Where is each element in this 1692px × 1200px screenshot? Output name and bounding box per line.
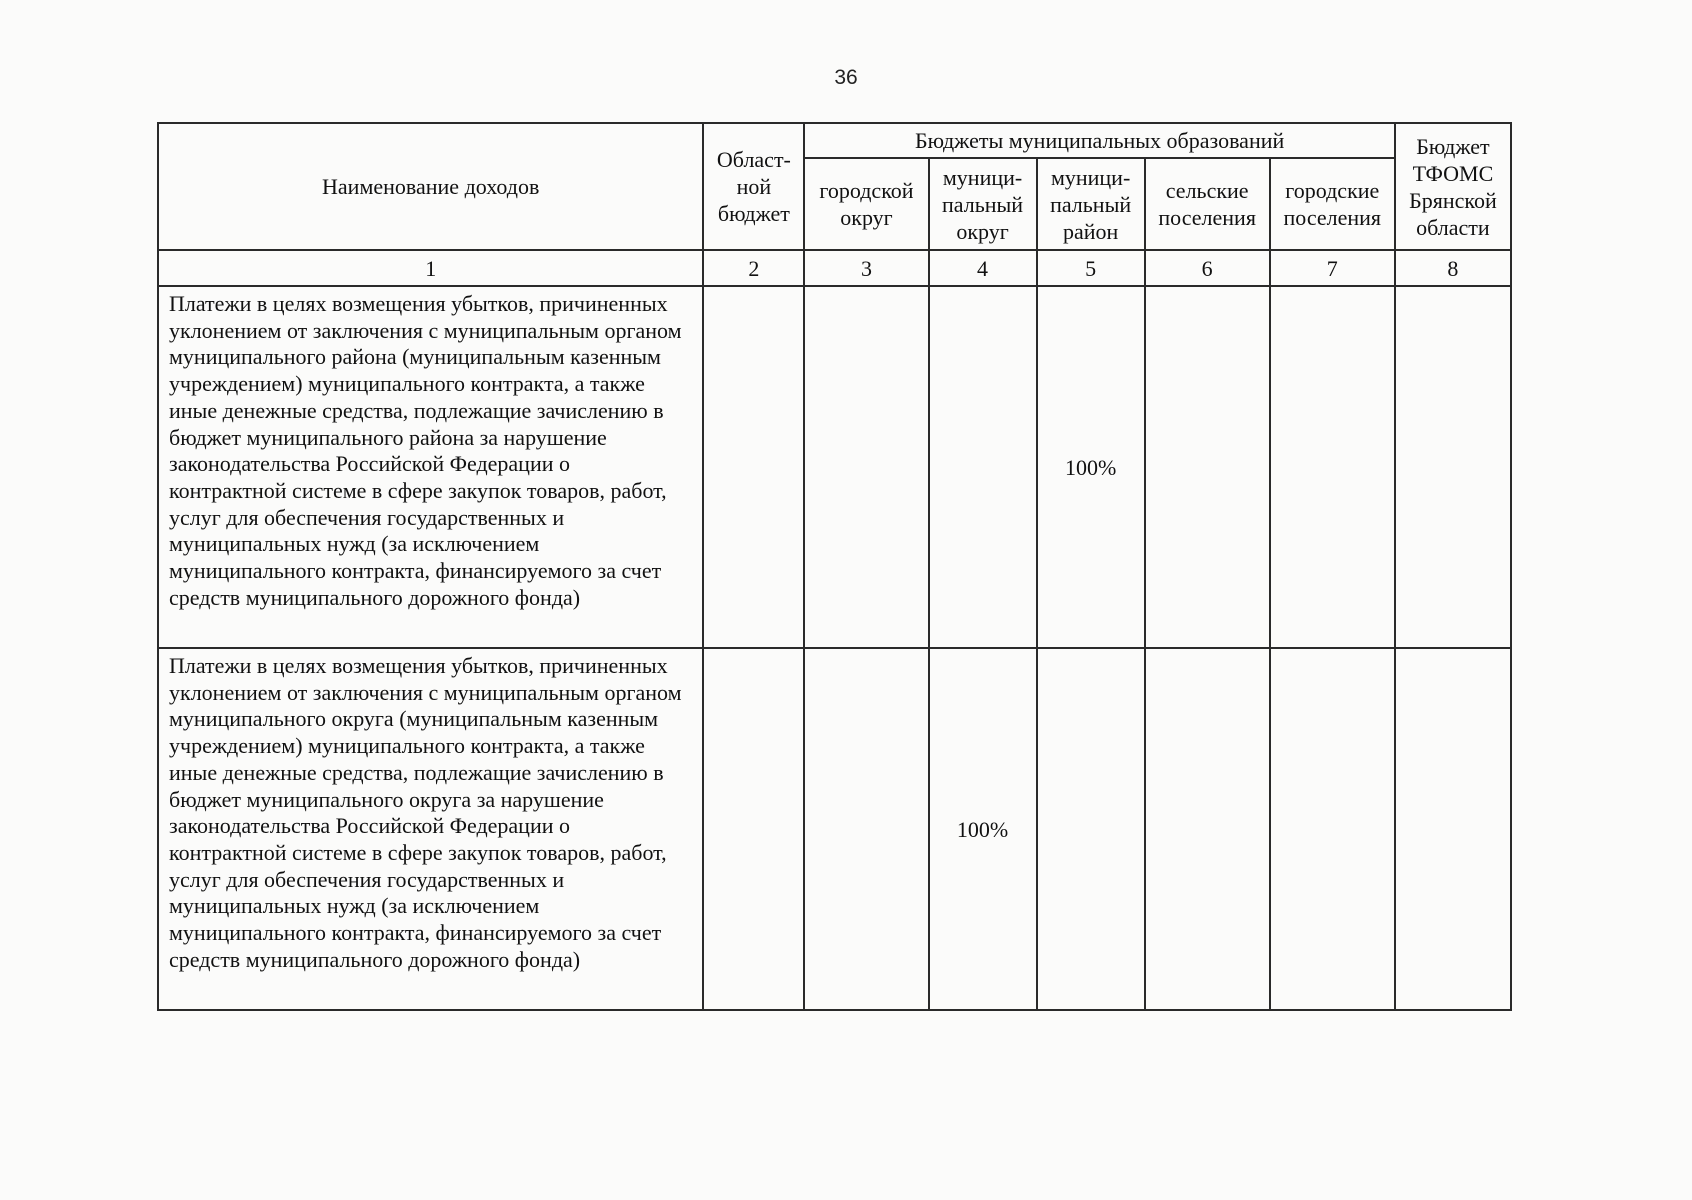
cell-municipal-raion — [1037, 648, 1145, 1010]
cell-city-district — [804, 648, 928, 1010]
row-income-name: Платежи в целях возмещения убытков, причиненных уклонением от заключения с муниципальным органом муниципального района (муниципальным казенным учреждением) муниципального контракта, а также иные денежные средства, подлежащие зачислению в бюджет муниципального района за нарушение законодательства Российской Федерации о контрактной системе в сфере закупок товаров, работ, услуг для обеспечения государственных и муниципальных нужд (за исключением муниципального контракта, финансируемого за счет средств муниципального дорожного фонда) — [158, 286, 703, 648]
header-rural-settlements: сельские поселения — [1145, 158, 1270, 250]
column-number: 3 — [804, 250, 928, 286]
table-row — [158, 648, 1511, 1010]
row-income-name: Платежи в целях возмещения убытков, причиненных уклонением от заключения с муниципальным органом муниципального округа (муниципальным казенным учреждением) муниципального контракта, а также иные денежные средства, подлежащие зачислению в бюджет муниципального округа за нарушение законодательства Российской Федерации о контрактной системе в сфере закупок товаров, работ, услуг для обеспечения государственных и муниципальных нужд (за исключением муниципального контракта, финансируемого за счет средств муниципального дорожного фонда) — [158, 648, 703, 1010]
cell-urban-settlements — [1270, 648, 1395, 1010]
header-municipal-budgets: Бюджеты муниципальных образований — [804, 123, 1394, 158]
cell-tfoms-budget — [1395, 648, 1511, 1010]
cell-regional-budget — [703, 286, 804, 648]
column-number: 6 — [1145, 250, 1270, 286]
header-row-top — [158, 123, 1511, 158]
column-number: 4 — [929, 250, 1037, 286]
column-number: 8 — [1395, 250, 1511, 286]
cell-regional-budget — [703, 648, 804, 1010]
cell-city-district — [804, 286, 928, 648]
header-urban-settlements: городские поселения — [1270, 158, 1395, 250]
header-name: Наименование доходов — [158, 123, 703, 250]
cell-municipal-raion: 100% — [1037, 286, 1145, 648]
cell-municipal-district — [929, 286, 1037, 648]
header-municipal-raion: муници- пальный район — [1037, 158, 1145, 250]
column-number: 7 — [1270, 250, 1395, 286]
header-regional-budget: Област- ной бюджет — [703, 123, 804, 250]
cell-rural-settlements — [1145, 648, 1270, 1010]
cell-municipal-district: 100% — [929, 648, 1037, 1010]
column-number: 2 — [703, 250, 804, 286]
cell-tfoms-budget — [1395, 286, 1511, 648]
header-city-district: городской округ — [804, 158, 928, 250]
cell-urban-settlements — [1270, 286, 1395, 648]
page-number: 36 — [834, 66, 858, 89]
cell-rural-settlements — [1145, 286, 1270, 648]
column-number: 1 — [158, 250, 703, 286]
revenue-distribution-table — [157, 122, 1512, 1011]
table-row — [158, 286, 1511, 648]
column-number: 5 — [1037, 250, 1145, 286]
header-tfoms-budget: Бюджет ТФОМС Брянской области — [1395, 123, 1511, 250]
header-municipal-district: муници- пальный округ — [929, 158, 1037, 250]
column-number-row — [158, 250, 1511, 286]
